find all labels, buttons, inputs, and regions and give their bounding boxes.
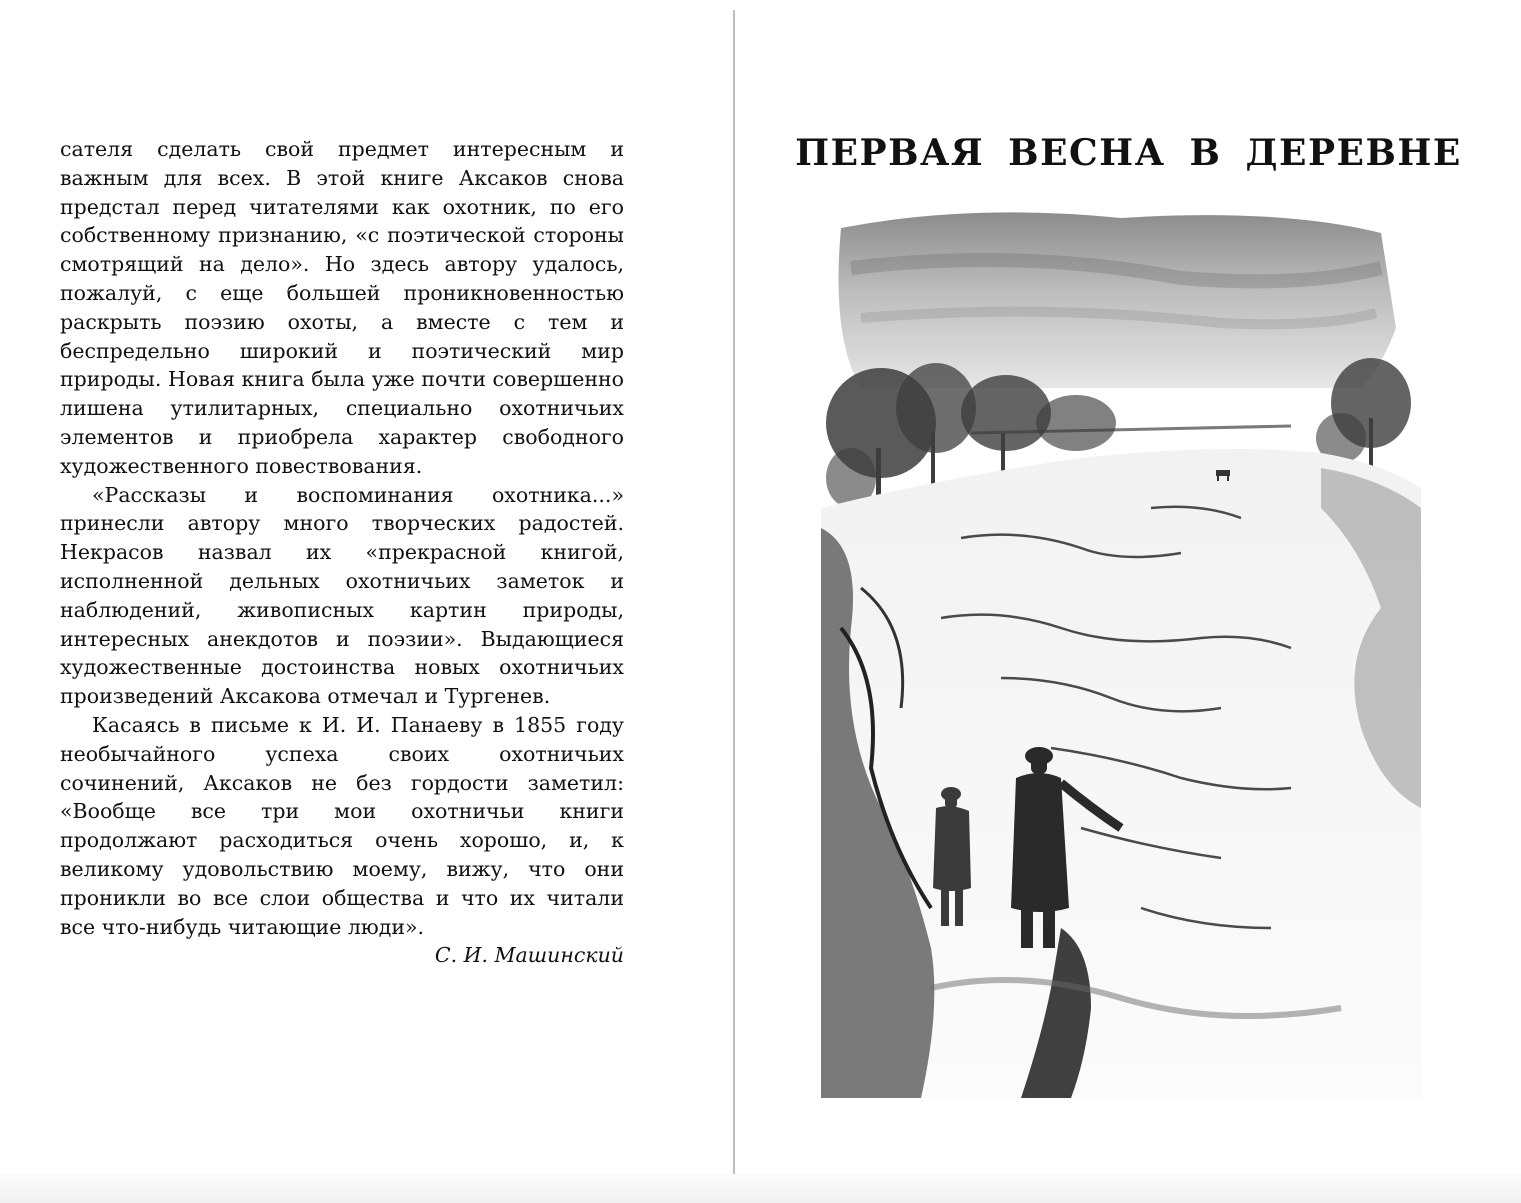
author-signature: С. И. Машинский bbox=[434, 943, 624, 968]
book-gutter bbox=[733, 10, 735, 1192]
left-page bbox=[0, 0, 733, 1192]
winter-landscape-illustration bbox=[821, 208, 1421, 1098]
paragraph-1: сателя сделать свой предмет интересным и важным для всех. В этой книге Аксаков снова предстал перед читателями как охотник, по его собственному признанию, «с поэтической стороны смотрящий на дело». Но здесь автору удалось, пожалуй, с еще большей проникновенностью раскрыть поэзию охоты, а вместе с тем и беспредельно широкий и поэтический мир природы. Новая книга была уже почти совершенно лишена утилитарных, специально охотничьих элементов и приобрела характер свободного художественного повествования. bbox=[60, 137, 624, 478]
chapter-illustration bbox=[821, 208, 1421, 1098]
paragraph-3: Касаясь в письме к И. И. Панаеву в 1855 году необычайного успеха своих охотничьих сочинений, Аксаков не без гордости заметил: «Вообще все три мои охотничьи книги продолжают расходиться очень хорошо, и, к великому удовольствию моему, вижу, что они проникли во все слои общества и что их читали все что-нибудь читающие люди». bbox=[60, 712, 624, 939]
page-bottom-shadow bbox=[0, 1174, 1521, 1203]
chapter-title: ПЕРВАЯ ВЕСНА В ДЕРЕВНЕ bbox=[795, 132, 1462, 174]
paragraph-2: «Рассказы и воспоминания охотника...» принесли автору много творческих радостей. Некрасов назвал их «прекрасной книгой, исполненной дельных охотничьих заметок и наблюдений, живописных картин природы, интересных анекдотов и поэзии». Выдающиеся художественные достоинства новых охотничьих произведений Аксакова отмечал и Тургенев. bbox=[60, 482, 624, 709]
sky-wash bbox=[839, 212, 1397, 388]
right-page bbox=[736, 0, 1521, 1192]
essay-text bbox=[60, 135, 624, 970]
